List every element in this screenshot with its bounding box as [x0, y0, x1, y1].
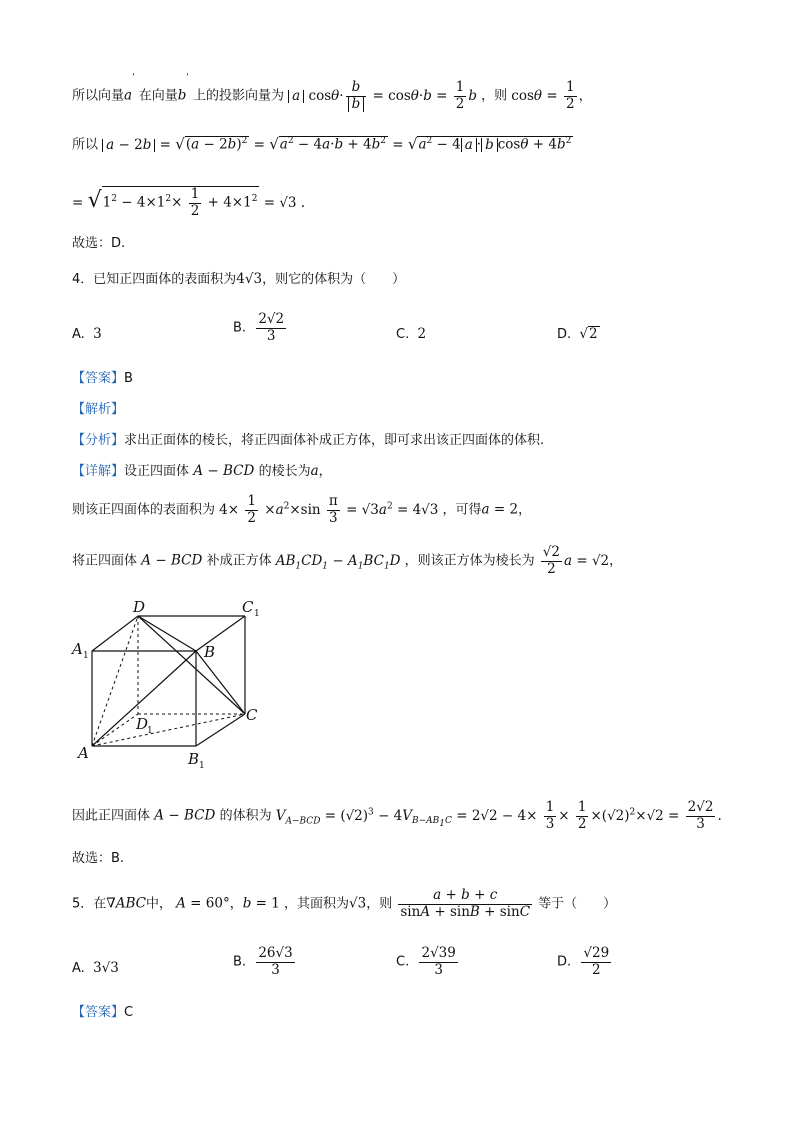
q4-xiangjie: 【详解】设正四面体 A − BCD 的棱长为a， [72, 463, 332, 479]
prev-answer: 故选：D. [72, 236, 126, 251]
label-B: B [204, 643, 216, 661]
q4-answer: 【答案】B [72, 371, 133, 386]
q4-analysis-tag: 【解析】 [72, 402, 125, 417]
q4-option-c[interactable]: C. 2 [396, 326, 427, 342]
q5-option-d[interactable]: D. $\frac{√29}{2}$ [557, 945, 610, 978]
label-D1: D [136, 715, 149, 733]
label-D: D [133, 598, 146, 616]
cube-figure [70, 596, 280, 776]
hidden-A-D1 [92, 714, 138, 746]
prev-line-3: = $√1^2 - 4\times 1^2\times$ $\frac{1}{2}$ + $4\times 1^2 = √3$ . [72, 186, 306, 219]
q4-option-d[interactable]: D. √2 [557, 326, 598, 342]
prev-line-2: 所以 $a - 2b = √(a - 2b)^2 = √a^2 - 4a\cdot b + 4b^2 = √a^2 - 4$ a · b $\cos\theta + 4b^2$ [72, 134, 572, 153]
edge-D-B [138, 616, 196, 651]
q5-option-b[interactable]: B. $\frac{26√3}{3}$ [233, 945, 293, 978]
edge-A1-D [92, 616, 138, 651]
q4-fenxi: 【分析】求出正面体的棱长，将正四面体补成正方体，即可求出该正四面体的体积. [72, 433, 545, 448]
hidden-A-D [92, 616, 138, 746]
label-A: A [78, 744, 89, 762]
sub-B1: 1 [199, 761, 205, 771]
q5-option-a[interactable]: A. 3√3 [72, 960, 119, 976]
q4-cube: 将正四面体 A − BCD 补成正方体 $AB_1CD_1 - A_1BC_1D$ ，则该正方体为棱长为 $\frac{√2}{2}$ a = √2， [72, 544, 623, 577]
q5-option-c[interactable]: C. $\frac{2√39}{3}$ [396, 945, 456, 978]
q5-answer: 【答案】C [72, 1005, 134, 1020]
hidden-A-C [92, 714, 245, 746]
sub-D1: 1 [147, 726, 153, 736]
q5-stem: 5．在∇ABC中， A = 60°，b = 1 ，其面积为√3，则 $\frac{a + b + c}{\sin A + \sin B + \sin C}$ 等于（ ） [72, 887, 617, 920]
q4-option-a[interactable]: A. 3 [72, 326, 102, 342]
q4-volume: 因此正四面体 A − BCD 的体积为 $V_{A-BCD} = (√2)^3 - 4V_{B-AB_1C} = 2√2 - 4\times$ $\frac{1}{3}$ × $\frac{1}{2}$ $\times(√2)^2\times√2$ = $\frac{2√2}{3}$ . [72, 799, 722, 832]
sub-A1: 1 [83, 651, 89, 661]
edge-D-C [138, 616, 245, 714]
q4-surface: 则该正四面体的表面积为 4× $\frac{1}{2}$ $\times a^2\times\sin$ $\frac{\pi}{3}$ = $√3a^2 = 4√3$ ，可得a = 2， [72, 493, 532, 526]
edge-B1-C [196, 714, 245, 746]
q4-final: 故选：B. [72, 851, 125, 866]
label-B1: B [188, 750, 200, 768]
sub-C1: 1 [254, 609, 260, 619]
label-C1: C [242, 598, 254, 616]
prev-line-1: 所以向量a' 在向量b' 上的投影向量为 a cosθ· $\frac{b}{b}$ = cosθ·b = $\frac{1}{2}$ b ，则 cosθ = $\frac{1}{2}$ ， [72, 73, 593, 112]
label-C: C [246, 706, 258, 724]
q4-option-b[interactable]: B. $\frac{2√2}{3}$ [233, 311, 285, 344]
label-A1: A [72, 640, 83, 658]
q4-stem: 4．已知正四面体的表面积为4√3，则它的体积为（ ） [72, 271, 406, 287]
